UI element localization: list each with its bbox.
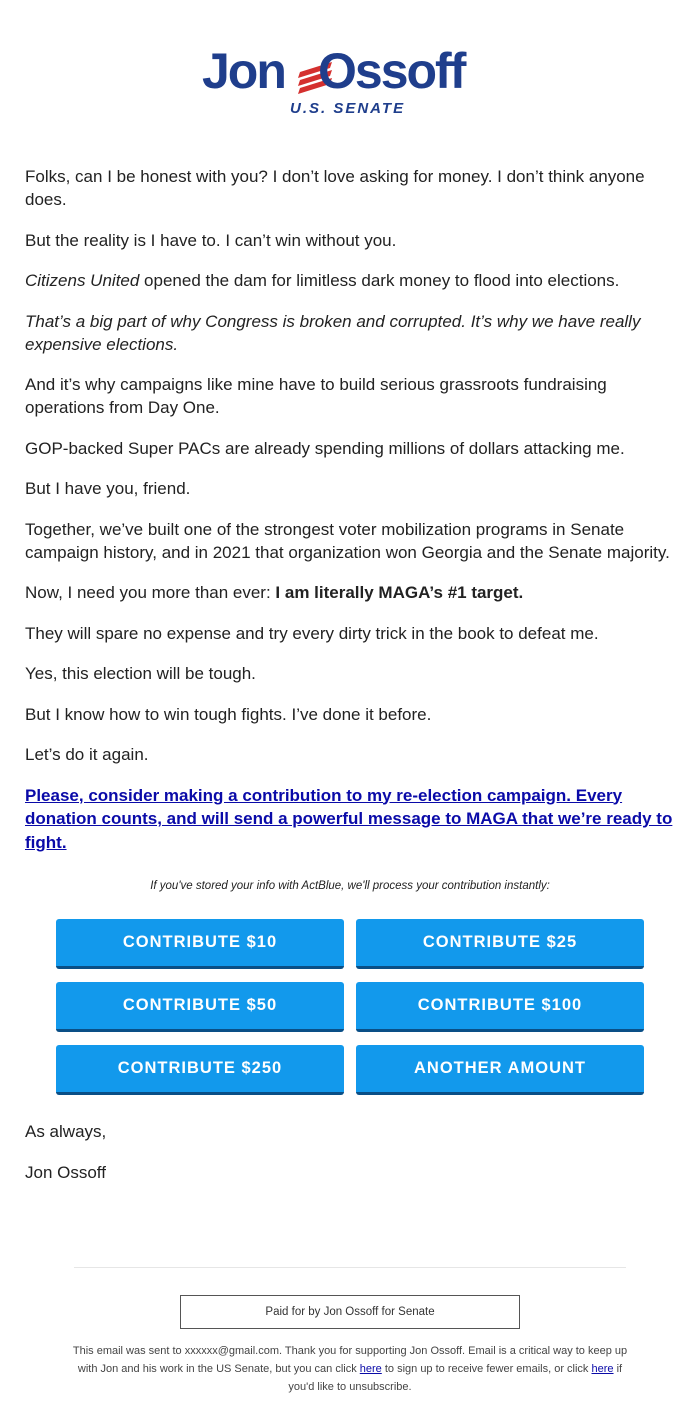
paragraph-2: But the reality is I have to. I can’t win without you. [25,230,397,250]
contribute-25-button[interactable]: CONTRIBUTE $25 [356,919,644,969]
footer-text [70,1342,630,1396]
paragraph-10: They will spare no expense and try every dirty trick in the book to defeat me. [25,623,599,643]
actblue-note: If you've stored your info with ActBlue, we'll process your contribution instantly: [150,880,550,892]
another-amount-button[interactable]: ANOTHER AMOUNT [356,1045,644,1095]
footer-text-3: if you'd like to unsubscribe. [288,1363,623,1393]
paid-for-disclaimer: Paid for by Jon Ossoff for Senate [180,1295,520,1329]
logo-name-last: Ossoff [318,43,465,99]
footer-text-1: This email was sent to xxxxxx@gmail.com. Thank you for supporting Jon Ossoff. Email is a critical way to keep up with Jon and his work in the US Senate, but you can click [72,1345,628,1375]
footer-text-2: to sign up to receive fewer emails, or click [381,1363,592,1375]
paragraph-5: And it’s why campaigns like mine have to build serious grassroots fundraising operations from Day One. [25,375,607,417]
paragraph-9 [25,581,675,604]
contribute-100-button[interactable]: CONTRIBUTE $100 [356,982,644,1032]
paragraph-7: But I have you, friend. [25,479,191,498]
logo-graphic [200,40,500,120]
footer-divider [74,1267,626,1268]
paragraph-3 [25,269,675,292]
paragraph-1: Folks, can I be honest with you? I don’t love asking for money. I don’t think anyone does. [25,167,645,209]
contribution-cta-link[interactable]: Please, consider making a contribution to my re-election campaign. Every donation counts, and will send a powerful message to MAGA that we’re ready to fight. [25,785,673,852]
paragraph-13: Let’s do it again. [25,745,149,764]
fewer-emails-link[interactable]: here [359,1363,382,1375]
closing-line: As always, [25,1122,107,1141]
signature-name: Jon Ossoff [25,1163,106,1182]
contribute-250-button[interactable]: CONTRIBUTE $250 [56,1045,344,1095]
logo-name-first: Jon [202,43,285,99]
paragraph-12: But I know how to win tough fights. I’ve done it before. [25,704,432,724]
paragraph-3-rest: opened the dam for limitless dark money to flood into elections. [139,271,620,290]
maga-target-bold: I am literally MAGA’s #1 target. [275,583,524,602]
logo-subtitle: U.S. SENATE [290,100,406,117]
campaign-logo [0,40,700,120]
citizens-united-emphasis: Citizens United [25,271,140,290]
unsubscribe-link[interactable]: here [591,1363,614,1375]
paragraph-6: GOP-backed Super PACs are already spending millions of dollars attacking me. [25,438,625,458]
cta-paragraph [25,784,675,855]
contribute-10-button[interactable]: CONTRIBUTE $10 [56,919,344,969]
paragraph-4: That’s a big part of why Congress is broken and corrupted. It’s why we have really expensive elections. [25,311,641,354]
contribute-50-button[interactable]: CONTRIBUTE $50 [56,982,344,1032]
paragraph-8: Together, we’ve built one of the strongest voter mobilization programs in Senate campaign history, and in 2021 that organization won Georgia and the Senate majority. [25,519,670,562]
email-body [25,165,675,872]
paragraph-11: Yes, this election will be tough. [25,664,256,683]
signoff [25,1120,106,1202]
paragraph-9-start: Now, I need you more than ever: [25,583,276,602]
